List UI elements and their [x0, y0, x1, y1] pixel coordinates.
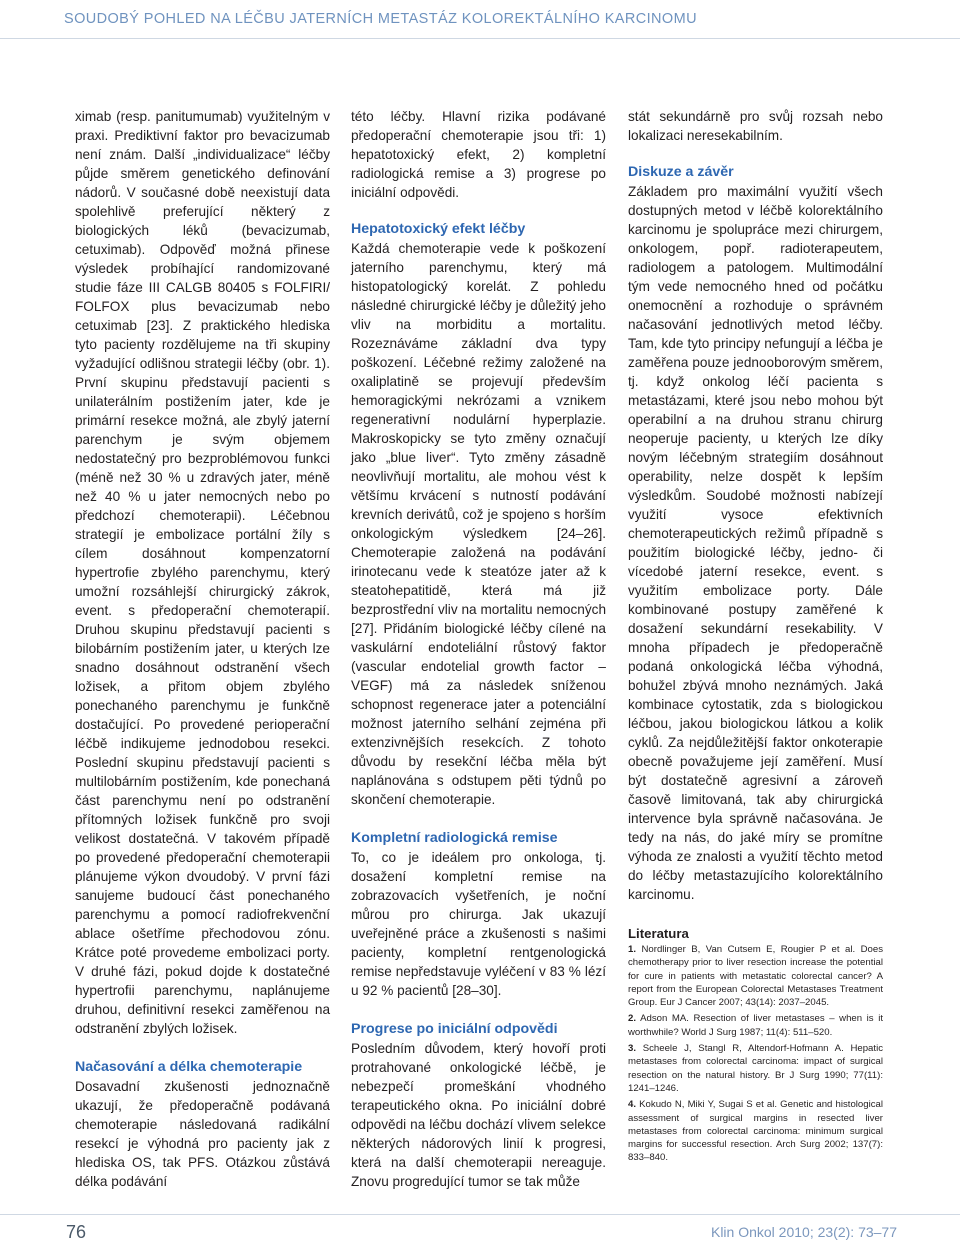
- section-heading: Hepatotoxický efekt léčby: [351, 221, 526, 237]
- paragraph: ximab (resp. panitumumab) využitelným v praxi. Prediktivní faktor pro bevacizumab není znám. Další „individualizace“ léčby půjde směrem genetického definování nádorů. V současné době neexistují data spolehlivě preferující některý z biologických léků (bevacizumab, cetuximab). Odpověď možná přinese výsledek probíhající randomizované studie fáze III CALGB 80405 s FOLFIRI/ FOLFOX plus bevacizumab nebo cetuximab [23]. Z praktického hlediska tyto pacienty rozdělujeme na tři skupiny vyžadující odlišnou strategii léčby (obr. 1). První skupinu představují pacienti s unilaterálním postižením jater, kde je primární resekce možná, ale zbylý jaterní parenchym je svým objemem nedostatečný pro bezproblémovou funkci (méně než 30 % u zdravých jater, méně než 40 % u jater nemocných nebo po předchozí chemoterapii). Léčebnou strategií je embolizace portální žíly s cílem dosáhnout kompenzatorní hypertrofie zbylého parenchymu, který umožní rozsáhlejší chirurgický zákrok, event. s předoperační chemoterapií. Druhou skupinu představují pacienti s bilobárním postižením jater, u kterých lze snadno dosáhnout odstranění všech ložisek, a přitom objem zbylého ponechaného parenchymu je funkčně dostačující. Po provedené perioperační léčbě indikujeme jednodobou resekci. Poslední skupinu představují pacienti s multilobárním postižením, kde ponechaná část parenchymu není po odstranění přítomných ložisek funkčně pro svoji velikost dostatečná. V takovém případě po provedené předoperační chemoterapii plánujeme výkon dvoudobý. V první fázi sanujeme budoucí část ponechaného parenchymu a pomocí radiofrekvenční ablace ošetříme přechodovou zónu. Krátce poté provedeme embolizaci porty. V druhé fázi, pokud dojde k dostatečné hypertrofii parenchymu, naplánujeme druhou, definitivní resekci zaměřenou na odstranění zbylých ložisek.: [75, 109, 330, 1036]
- header-title: SOUDOBÝ POHLED NA LÉČBU JATERNÍCH METASTÁZ KOLOREKTÁLNÍHO KARCINOMU: [64, 11, 697, 27]
- reference-number: 1.: [628, 944, 637, 955]
- reference-number: 4.: [628, 1099, 637, 1111]
- paragraph: Posledním důvodem, který hovoří proti protrahované onkologické léčbě, je nebezpečí promeškání vhodného terapeutického okna. Po iniciální dobré odpovědi na léčbu dochází vlivem selekce některých nádorových linií k progresi, která na další chemoterapii nereaguje. Znovu progredující tumor se tak může: [351, 1041, 606, 1189]
- paragraph: stát sekundárně pro svůj rozsah nebo lokalizaci neresekabilním.: [628, 109, 883, 143]
- reference-text: Nordlinger B, Van Cutsem E, Rougier P et al. Does chemotherapy prior to liver resection increase the potential for cure in patients with metastatic colorectal cancer? A report from the European Colorectal Metastases Treatment Group. Eur J Cancer 2007; 43(14): 2037–2045.: [628, 944, 883, 1009]
- footer-divider: [0, 1214, 960, 1215]
- paragraph: Dosavadní zkušenosti jednoznačně ukazují, že předoperačně podávaná chemoterapie následovaná radikální resekcí je výhodná pro pacienty jak z hlediska OS, tak PFS. Otázkou zůstává délka podávání: [75, 1079, 330, 1189]
- paragraph: Základem pro maximální využití všech dostupných metod v léčbě kolorektálního karcinomu je spolupráce mezi chirurgem, onkologem, popř. radioterapeutem, radiologem a patologem. Multimodální tým vede nemocného hned od počátku onemocnění a rozhoduje o správném načasování jednotlivých metod léčby. Tam, kde tyto principy nefungují a léčba je zaměřena pouze jednooborovým směrem, tj. když onkolog léčí pacienta s metastázami, které jsou nebo mohou být operabilní a na druhou stranu chirurg neoperuje pacienty, u kterých lze díky novým léčebným strategiím dosáhnout operability, nelze dospět k lepším výsledkům. Soudobé možnosti nabízejí využití vysoce efektivních chemoterapeutických režimů případně s použitím biologické léčby, jedno- či vícedobé jaterní resekce, event. s využitím embolizace porty. Dále kombinované postupy zaměřené k dosažení sekundární resekability. V mnoha případech je předoperačně podaná onkologická léčba výhodná, bohužel zbývá mnoho neznámých. Jaká kombinace cytostatik, zda s biologickou léčbou, jakou biologickou látkou a kolik cyklů. Za nejdůležitější faktor onkoterapie obecně považujeme její zaměření. Musí být dostatečně agresivní a zároveň časově limitovaná, tak aby chirurgická intervence byla správně načasována. Je tedy na nás, do jaké míry se promítne výhoda ze znalosti a využití těchto metod do léčby metastazujícího kolorektálního karcinomu.: [628, 184, 883, 902]
- reference-list: [628, 943, 883, 1165]
- running-header: [0, 0, 960, 39]
- section-heading: Diskuze a závěr: [628, 164, 734, 180]
- reference-number: 2.: [628, 1013, 637, 1025]
- column-2: [351, 107, 606, 1191]
- reference-text: Scheele J, Stangl R, Altendorf-Hofmann A. Hepatic metastases from colorectal carcinoma: impact of surgical resection on the natural history. Br J Surg 1990; 77(11): 1241–1246.: [628, 1043, 883, 1094]
- page-number: 76: [66, 1222, 87, 1242]
- reference-text: Kokudo N, Miki Y, Sugai S et al. Genetic and histological assessment of surgical margins in resected liver metastases from colorectal carcinoma: minimum surgical margins for successful resection. Arch Surg 2002; 137(7): 833–840.: [628, 1099, 883, 1164]
- section-heading: Načasování a délka chemoterapie: [75, 1059, 303, 1075]
- section-heading: Progrese po iniciální odpovědi: [351, 1021, 558, 1037]
- reference-item: [628, 943, 883, 1009]
- section-heading: Kompletní radiologická remise: [351, 830, 558, 846]
- journal-citation: Klin Onkol 2010; 23(2): 73–77: [710, 1224, 897, 1240]
- reference-item: [628, 1042, 883, 1095]
- column-1: [75, 107, 330, 1191]
- paragraph: této léčby. Hlavní rizika podávané předoperační chemoterapie jsou tři: 1) hepatotoxický efekt, 2) kompletní radiologická remise a 3) progrese po iniciální odpovědi.: [351, 109, 606, 200]
- reference-item: [628, 1012, 883, 1039]
- reference-number: 3.: [628, 1043, 637, 1055]
- references-heading: Literatura: [628, 926, 689, 941]
- reference-text: Adson MA. Resection of liver metastases – when is it worthwhile? World J Surg 1987; 11(4): 511–520.: [628, 1013, 883, 1038]
- paragraph: Každá chemoterapie vede k poškození jaterního parenchymu, který má histopatologický korelát. Z pohledu následné chirurgické léčby je důležitý jeho vliv na morbiditu a mortalitu. Rozeznáváme základní dva typy poškození. Léčebné režimy založené na oxaliplatině se projevují především hemoragickými nekrózami a vznikem regenerativní nodulární hyperplazie. Makroskopicky se tyto změny označují jako „blue liver“. Tyto změny zásadně neovlivňují mortalitu, ale mohou vést k většímu krvácení s nutností podávání krevních derivátů, což je spojeno s horším onkologickým výsledkem [24–26]. Chemoterapie založená na podávání irinotecanu vede k steatóze jater až k steatohepatitidě, která má již bezprostřední vliv na mortalitu nemocných [27]. Přidáním biologické léčby cílené na vaskulární endoteliální růstový faktor (vascular endotelial growth factor – VEGF) má za následek sníženou schopnost regenerace jater a potenciální možnost jaterního selhání zejména při extenzivnějších resekcích. Z tohoto důvodu by resekční léčba měla být naplánována s odstupem pěti týdnů po skončení chemoterapie.: [351, 241, 606, 807]
- reference-item: [628, 1098, 883, 1164]
- paragraph: To, co je ideálem pro onkologa, tj. dosažení kompletní remise na zobrazovacích vyšetřeních, je noční můrou pro chirurga. Jak ukazují uveřejněné práce a zkušenosti s našimi pacienty, kompletní rentgenologická remise nepředstavuje vyléčení v 83 % lézí u 92 % pacientů [28–30].: [351, 850, 606, 998]
- column-3: [628, 107, 883, 1168]
